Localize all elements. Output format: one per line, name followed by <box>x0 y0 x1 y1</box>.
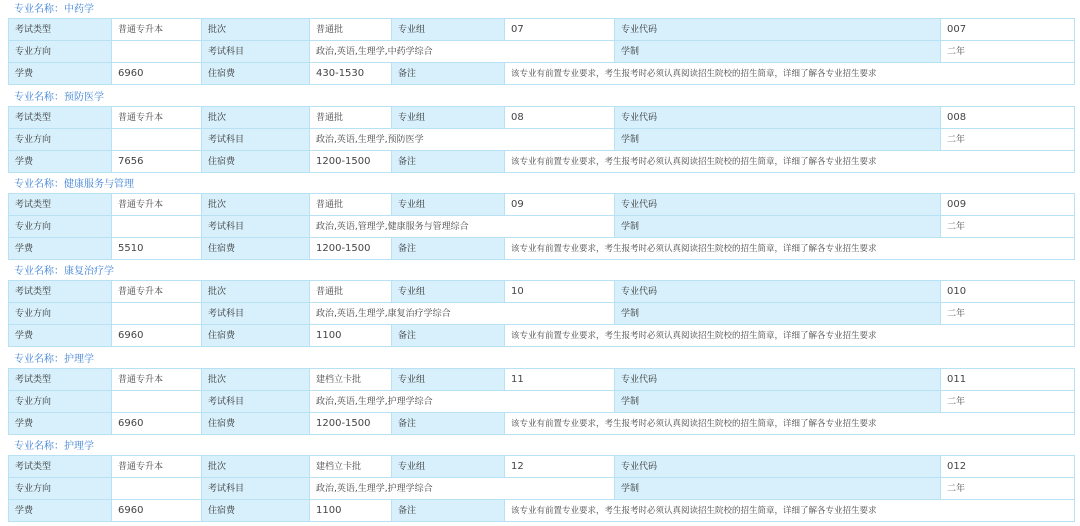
table-row <box>9 129 1075 151</box>
remark-label: 备注 <box>392 413 505 435</box>
subjects-value: 政治,英语,生理学,护理学综合 <box>310 391 615 413</box>
lodging-label: 住宿费 <box>202 325 310 347</box>
tuition-label: 学费 <box>9 151 112 173</box>
code-label: 专业代码 <box>615 194 941 216</box>
tuition-value: 6960 <box>112 325 202 347</box>
duration-label: 学制 <box>615 216 941 238</box>
tuition-value: 7656 <box>112 151 202 173</box>
lodging-value: 1100 <box>310 325 392 347</box>
duration-label: 学制 <box>615 129 941 151</box>
subjects-value: 政治,英语,生理学,预防医学 <box>310 129 615 151</box>
remark-value: 该专业有前置专业要求，考生报考时必须认真阅读招生院校的招生简章，详细了解各专业招生要求 <box>505 325 1075 347</box>
group-label: 专业组 <box>392 19 505 41</box>
group-value: 11 <box>505 369 615 391</box>
tuition-label: 学费 <box>9 325 112 347</box>
table-row <box>9 369 1075 391</box>
direction-label: 专业方向 <box>9 216 112 238</box>
duration-value: 二年 <box>941 41 1075 63</box>
duration-label: 学制 <box>615 303 941 325</box>
exam-type-value: 普通专升本 <box>112 19 202 41</box>
batch-value: 普通批 <box>310 281 392 303</box>
exam-type-value: 普通专升本 <box>112 369 202 391</box>
code-value: 011 <box>941 369 1075 391</box>
program-info-table <box>8 193 1075 260</box>
duration-value: 二年 <box>941 216 1075 238</box>
exam-type-value: 普通专升本 <box>112 107 202 129</box>
code-value: 010 <box>941 281 1075 303</box>
exam-type-value: 普通专升本 <box>112 281 202 303</box>
direction-value <box>112 216 202 238</box>
subjects-value: 政治,英语,生理学,护理学综合 <box>310 478 615 500</box>
remark-value: 该专业有前置专业要求，考生报考时必须认真阅读招生院校的招生简章，详细了解各专业招生要求 <box>505 500 1075 522</box>
table-row <box>9 478 1075 500</box>
duration-value: 二年 <box>941 129 1075 151</box>
duration-value: 二年 <box>941 391 1075 413</box>
batch-value: 普通批 <box>310 19 392 41</box>
subjects-value: 政治,英语,生理学,康复治疗学综合 <box>310 303 615 325</box>
table-row <box>9 238 1075 260</box>
code-value: 007 <box>941 19 1075 41</box>
code-value: 012 <box>941 456 1075 478</box>
group-label: 专业组 <box>392 369 505 391</box>
group-label: 专业组 <box>392 107 505 129</box>
direction-value <box>112 391 202 413</box>
batch-value: 建档立卡批 <box>310 369 392 391</box>
table-row <box>9 107 1075 129</box>
tuition-label: 学费 <box>9 413 112 435</box>
batch-label: 批次 <box>202 107 310 129</box>
subjects-label: 考试科目 <box>202 303 310 325</box>
code-label: 专业代码 <box>615 107 941 129</box>
group-value: 07 <box>505 19 615 41</box>
lodging-label: 住宿费 <box>202 413 310 435</box>
remark-value: 该专业有前置专业要求，考生报考时必须认真阅读招生院校的招生简章，详细了解各专业招生要求 <box>505 63 1075 85</box>
remark-label: 备注 <box>392 63 505 85</box>
subjects-label: 考试科目 <box>202 129 310 151</box>
code-value: 008 <box>941 107 1075 129</box>
table-row <box>9 151 1075 173</box>
group-value: 12 <box>505 456 615 478</box>
table-row <box>9 194 1075 216</box>
tuition-label: 学费 <box>9 238 112 260</box>
table-row <box>9 281 1075 303</box>
code-label: 专业代码 <box>615 19 941 41</box>
program-title: 专业名称：护理学 <box>14 441 94 452</box>
program-title: 专业名称：护理学 <box>14 354 94 365</box>
duration-label: 学制 <box>615 41 941 63</box>
lodging-value: 430-1530 <box>310 63 392 85</box>
batch-label: 批次 <box>202 194 310 216</box>
direction-label: 专业方向 <box>9 41 112 63</box>
code-label: 专业代码 <box>615 369 941 391</box>
program-info-table <box>8 280 1075 347</box>
batch-value: 建档立卡批 <box>310 456 392 478</box>
group-value: 08 <box>505 107 615 129</box>
duration-label: 学制 <box>615 478 941 500</box>
lodging-value: 1200-1500 <box>310 238 392 260</box>
exam-type-label: 考试类型 <box>9 194 112 216</box>
exam-type-label: 考试类型 <box>9 19 112 41</box>
remark-value: 该专业有前置专业要求，考生报考时必须认真阅读招生院校的招生简章，详细了解各专业招生要求 <box>505 238 1075 260</box>
tuition-value: 5510 <box>112 238 202 260</box>
table-row <box>9 41 1075 63</box>
table-row <box>9 303 1075 325</box>
table-row <box>9 19 1075 41</box>
lodging-label: 住宿费 <box>202 63 310 85</box>
batch-label: 批次 <box>202 19 310 41</box>
direction-label: 专业方向 <box>9 129 112 151</box>
program-info-table <box>8 455 1075 522</box>
group-label: 专业组 <box>392 281 505 303</box>
batch-label: 批次 <box>202 456 310 478</box>
remark-label: 备注 <box>392 325 505 347</box>
exam-type-label: 考试类型 <box>9 107 112 129</box>
subjects-label: 考试科目 <box>202 478 310 500</box>
code-label: 专业代码 <box>615 281 941 303</box>
lodging-value: 1200-1500 <box>310 151 392 173</box>
program-title: 专业名称：健康服务与管理 <box>14 179 134 190</box>
tuition-value: 6960 <box>112 500 202 522</box>
direction-label: 专业方向 <box>9 303 112 325</box>
code-label: 专业代码 <box>615 456 941 478</box>
remark-label: 备注 <box>392 500 505 522</box>
lodging-value: 1200-1500 <box>310 413 392 435</box>
table-row <box>9 500 1075 522</box>
duration-value: 二年 <box>941 303 1075 325</box>
batch-value: 普通批 <box>310 194 392 216</box>
subjects-value: 政治,英语,管理学,健康服务与管理综合 <box>310 216 615 238</box>
subjects-label: 考试科目 <box>202 216 310 238</box>
duration-label: 学制 <box>615 391 941 413</box>
remark-value: 该专业有前置专业要求，考生报考时必须认真阅读招生院校的招生简章，详细了解各专业招生要求 <box>505 413 1075 435</box>
direction-label: 专业方向 <box>9 391 112 413</box>
tuition-label: 学费 <box>9 63 112 85</box>
table-row <box>9 325 1075 347</box>
direction-value <box>112 303 202 325</box>
group-value: 10 <box>505 281 615 303</box>
tuition-value: 6960 <box>112 63 202 85</box>
duration-value: 二年 <box>941 478 1075 500</box>
group-label: 专业组 <box>392 456 505 478</box>
table-row <box>9 216 1075 238</box>
program-title: 专业名称：康复治疗学 <box>14 266 114 277</box>
table-row <box>9 456 1075 478</box>
program-info-table <box>8 368 1075 435</box>
remark-label: 备注 <box>392 151 505 173</box>
table-row <box>9 391 1075 413</box>
batch-label: 批次 <box>202 369 310 391</box>
subjects-label: 考试科目 <box>202 41 310 63</box>
exam-type-label: 考试类型 <box>9 369 112 391</box>
tuition-label: 学费 <box>9 500 112 522</box>
code-value: 009 <box>941 194 1075 216</box>
batch-label: 批次 <box>202 281 310 303</box>
exam-type-value: 普通专升本 <box>112 194 202 216</box>
program-title: 专业名称：中药学 <box>14 4 94 15</box>
remark-value: 该专业有前置专业要求，考生报考时必须认真阅读招生院校的招生简章，详细了解各专业招生要求 <box>505 151 1075 173</box>
exam-type-label: 考试类型 <box>9 456 112 478</box>
subjects-value: 政治,英语,生理学,中药学综合 <box>310 41 615 63</box>
direction-value <box>112 41 202 63</box>
lodging-label: 住宿费 <box>202 151 310 173</box>
exam-type-value: 普通专升本 <box>112 456 202 478</box>
remark-label: 备注 <box>392 238 505 260</box>
subjects-label: 考试科目 <box>202 391 310 413</box>
exam-type-label: 考试类型 <box>9 281 112 303</box>
direction-value <box>112 129 202 151</box>
lodging-label: 住宿费 <box>202 238 310 260</box>
lodging-label: 住宿费 <box>202 500 310 522</box>
tuition-value: 6960 <box>112 413 202 435</box>
group-label: 专业组 <box>392 194 505 216</box>
program-title: 专业名称：预防医学 <box>14 92 104 103</box>
direction-label: 专业方向 <box>9 478 112 500</box>
batch-value: 普通批 <box>310 107 392 129</box>
lodging-value: 1100 <box>310 500 392 522</box>
table-row <box>9 413 1075 435</box>
direction-value <box>112 478 202 500</box>
program-info-table <box>8 106 1075 173</box>
table-row <box>9 63 1075 85</box>
group-value: 09 <box>505 194 615 216</box>
program-info-table <box>8 18 1075 85</box>
